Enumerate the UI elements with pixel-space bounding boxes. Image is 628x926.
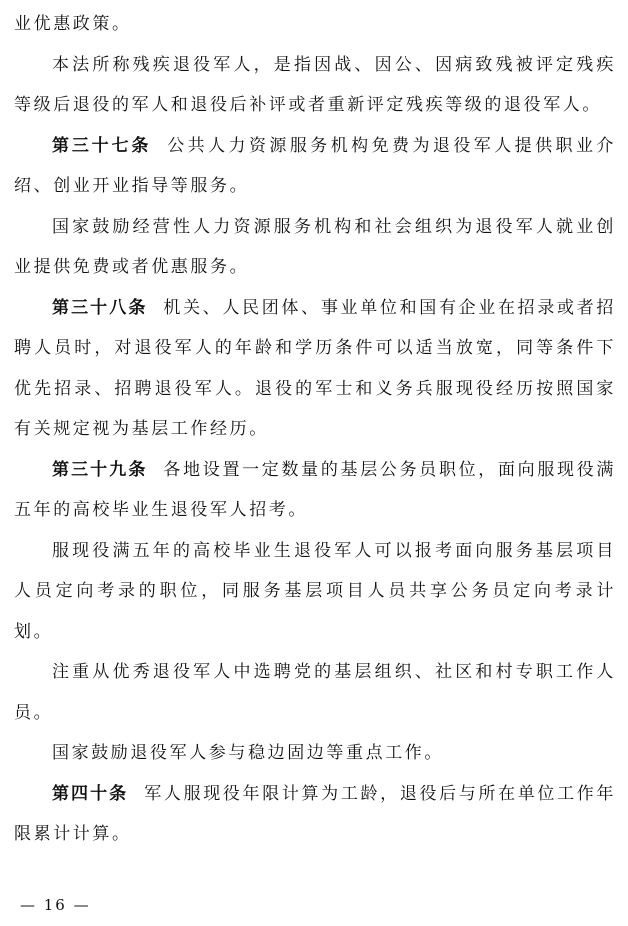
paragraph: [14, 733, 616, 774]
paragraph: [14, 45, 616, 126]
paragraph-text: 国家鼓励经营性人力资源服务机构和社会组织为退役军人就业创业提供免费或者优惠服务。: [14, 216, 616, 277]
paragraph: [14, 652, 616, 733]
article-heading: 第四十条: [52, 783, 129, 804]
article-38: [14, 288, 616, 450]
paragraph-text: 公共人力资源服务机构免费为退役军人提供职业介绍、创业开业指导等服务。: [14, 135, 617, 196]
article-heading: 第三十九条: [52, 459, 148, 480]
paragraph-text: 服现役满五年的高校毕业生退役军人可以报考面向服务基层项目人员定向考录的职位，同服务基层项目人员共享公务员定向考录计划。: [14, 540, 616, 642]
paragraph-text: 军人服现役年限计算为工龄，退役后与所在单位工作年限累计计算。: [14, 783, 617, 844]
paragraph-text: 机关、人民团体、事业单位和国有企业在招录或者招聘人员时，对退役军人的年龄和学历条件可以适当放宽，同等条件下优先招录、招聘退役军人。退役的军士和义务兵服现役经历按照国家有关规定视为基层工作经历。: [14, 297, 616, 439]
paragraph-text: 注重从优秀退役军人中选聘党的基层组织、社区和村专职工作人员。: [14, 662, 616, 723]
article-heading: 第三十八条: [52, 297, 148, 318]
article-39: [14, 450, 616, 531]
page-number: — 16 —: [20, 896, 91, 914]
paragraph: [14, 531, 616, 653]
article-heading: 第三十七条: [52, 135, 152, 156]
paragraph-text: 业优惠政策。: [14, 14, 132, 34]
paragraph-text: 本法所称残疾退役军人，是指因战、因公、因病致残被评定残疾等级后退役的军人和退役后补评或者重新评定残疾等级的退役军人。: [14, 54, 616, 115]
document-body: [14, 4, 616, 855]
paragraph: [14, 207, 616, 288]
paragraph-text: 国家鼓励退役军人参与稳边固边等重点工作。: [52, 743, 444, 763]
article-37: [14, 126, 616, 207]
paragraph: [14, 4, 616, 45]
article-40: [14, 774, 616, 855]
paragraph-text: 各地设置一定数量的基层公务员职位，面向服现役满五年的高校毕业生退役军人招考。: [14, 459, 616, 520]
